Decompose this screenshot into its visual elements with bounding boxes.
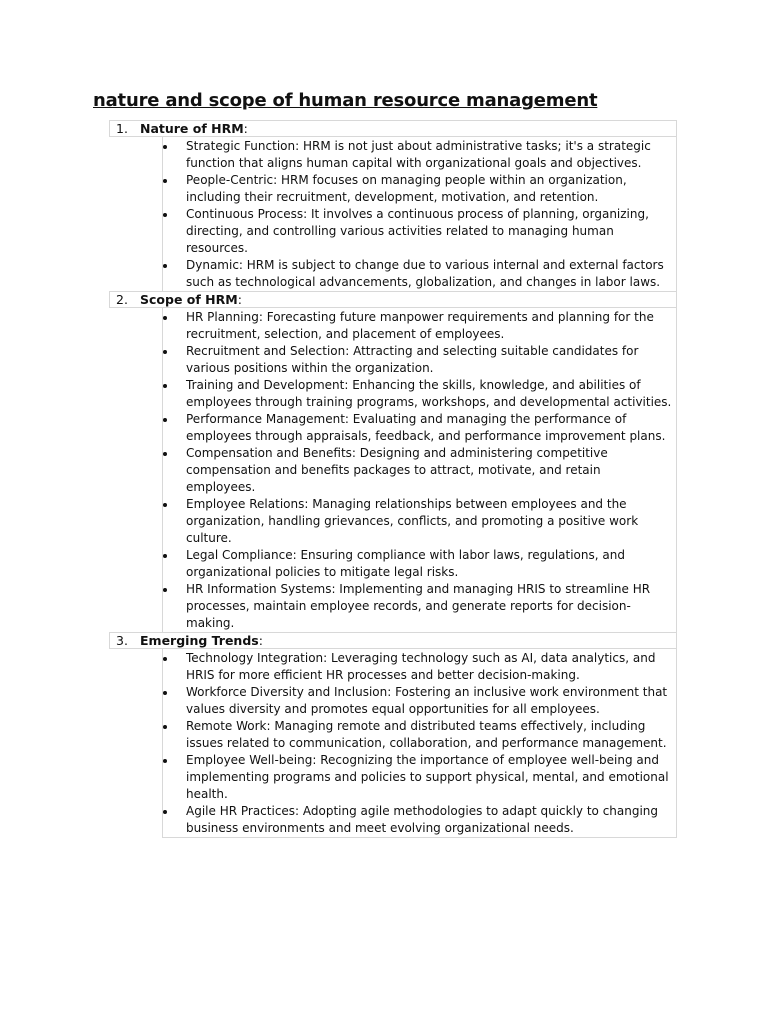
bullet-icon (163, 418, 167, 422)
bullet-icon (163, 452, 167, 456)
section-body (162, 649, 677, 838)
list-item-text: Strategic Function: HRM is not just about administrative tasks; it's a strategic function that aligns human capital with organizational goals and objectives. (186, 139, 651, 170)
section-scope (109, 291, 677, 632)
list-item-text: Workforce Diversity and Inclusion: Fostering an inclusive work environment that values diversity and promotes equal opportunities for all employees. (186, 685, 668, 716)
section-number: 2. (116, 292, 128, 307)
list-item-text: HR Information Systems: Implementing and managing HRIS to streamline HR processes, maintain employee records, and generate reports for decision-making. (186, 582, 651, 630)
bullet-icon (163, 810, 167, 814)
list-item (163, 496, 676, 547)
list-item-text: Compensation and Benefits: Designing and administering competitive compensation and benefits packages to attract, motivate, and retain employees. (186, 446, 608, 494)
section-body (162, 308, 677, 632)
list-item (163, 650, 676, 684)
list-item-text: HR Planning: Forecasting future manpower requirements and planning for the recruitment, selection, and placement of employees. (186, 310, 654, 341)
bullet-icon (163, 264, 167, 268)
bullet-icon (163, 179, 167, 183)
list-item-text: Remote Work: Managing remote and distributed teams effectively, including issues related to communication, collaboration, and performance management. (186, 719, 667, 750)
bullet-icon (163, 691, 167, 695)
bullet-icon (163, 725, 167, 729)
section-title: Nature of HRM (140, 121, 244, 136)
section-title-suffix: : (237, 292, 242, 307)
list-item (163, 257, 676, 291)
list-item-text: Legal Compliance: Ensuring compliance with labor laws, regulations, and organizational policies to mitigate legal risks. (186, 548, 625, 579)
bullet-icon (163, 316, 167, 320)
bullet-list (163, 309, 676, 632)
list-item (163, 803, 676, 837)
document-title: nature and scope of human resource management (93, 90, 598, 111)
bullet-icon (163, 213, 167, 217)
section-title: Scope of HRM (140, 292, 238, 307)
list-item (163, 445, 676, 496)
section-header (109, 120, 677, 137)
section-trends (109, 632, 677, 838)
section-title: Emerging Trends (140, 633, 259, 648)
section-header (109, 291, 677, 308)
list-item-text: Training and Development: Enhancing the skills, knowledge, and abilities of employees through training programs, workshops, and developmental activities. (186, 378, 672, 409)
list-item (163, 138, 676, 172)
list-item (163, 581, 676, 632)
list-item (163, 377, 676, 411)
list-item-text: Recruitment and Selection: Attracting and selecting suitable candidates for various positions within the organization. (186, 344, 639, 375)
list-item-text: People-Centric: HRM focuses on managing people within an organization, including their recruitment, development, motivation, and retention. (186, 173, 627, 204)
list-item (163, 752, 676, 803)
bullet-list (163, 138, 676, 291)
section-number: 3. (116, 633, 128, 648)
section-title-suffix: : (243, 121, 248, 136)
bullet-list (163, 650, 676, 837)
section-nature (109, 120, 677, 291)
list-item (163, 684, 676, 718)
list-item (163, 309, 676, 343)
list-item (163, 411, 676, 445)
list-item-text: Continuous Process: It involves a continuous process of planning, organizing, directing, and controlling various activities related to managing human resources. (186, 207, 649, 255)
bullet-icon (163, 657, 167, 661)
list-item-text: Employee Relations: Managing relationships between employees and the organization, handling grievances, conflicts, and promoting a positive work culture. (186, 497, 639, 545)
list-item-text: Agile HR Practices: Adopting agile methodologies to adapt quickly to changing business environments and meet evolving organizational needs. (186, 804, 659, 835)
bullet-icon (163, 759, 167, 763)
section-number: 1. (116, 121, 128, 136)
list-item (163, 206, 676, 257)
bullet-icon (163, 350, 167, 354)
list-item-text: Technology Integration: Leveraging technology such as AI, data analytics, and HRIS for more efficient HR processes and better decision-making. (186, 651, 656, 682)
section-body (162, 137, 677, 291)
bullet-icon (163, 503, 167, 507)
list-item (163, 718, 676, 752)
list-item-text: Employee Well-being: Recognizing the importance of employee well-being and implementing programs and policies to support physical, mental, and emotional health. (186, 753, 669, 801)
section-title-suffix: : (258, 633, 263, 648)
bullet-icon (163, 384, 167, 388)
list-item-text: Dynamic: HRM is subject to change due to various internal and external factors such as technological advancements, globalization, and changes in labor laws. (186, 258, 664, 289)
list-item (163, 172, 676, 206)
bullet-icon (163, 554, 167, 558)
list-item (163, 343, 676, 377)
sections-container (109, 120, 677, 838)
list-item-text: Performance Management: Evaluating and managing the performance of employees through appraisals, feedback, and performance improvement plans. (186, 412, 666, 443)
bullet-icon (163, 588, 167, 592)
section-header (109, 632, 677, 649)
bullet-icon (163, 145, 167, 149)
list-item (163, 547, 676, 581)
